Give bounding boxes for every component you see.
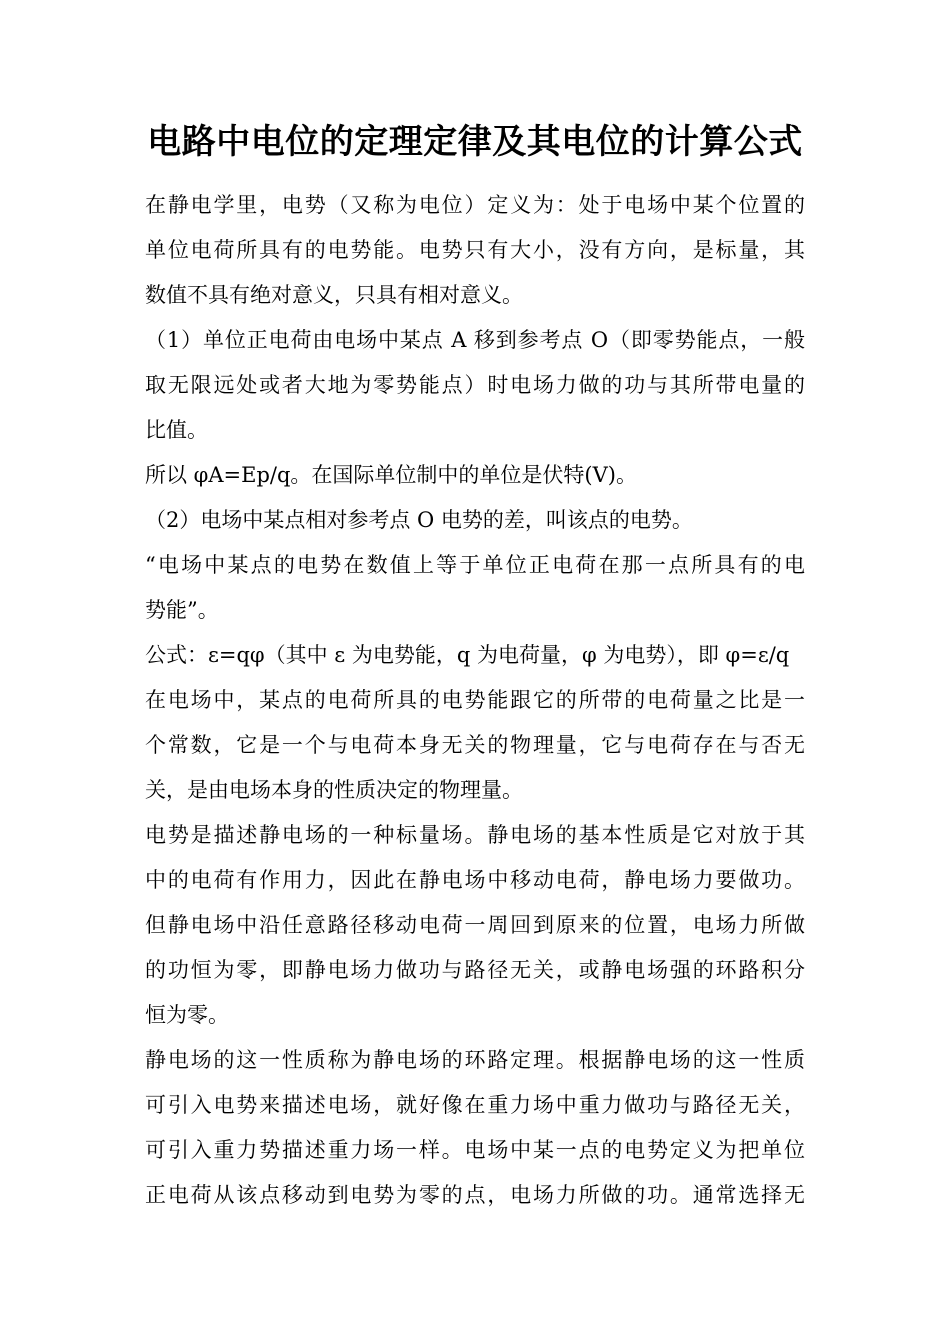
- document-title: 电路中电位的定理定律及其电位的计算公式: [147, 122, 803, 162]
- text-line: 中的电荷有作用力，因此在静电场中移动电荷，静电场力要做功。: [145, 868, 805, 892]
- text-line: 可引入重力势描述重力场一样。电场中某一点的电势定义为把单位: [145, 1138, 805, 1162]
- text-line: 数值不具有绝对意义，只具有相对意义。: [145, 283, 523, 307]
- text-line: 势能”。: [145, 598, 219, 622]
- text-line: 公式：ε=qφ（其中 ε 为电势能，q 为电荷量，φ 为电势），即 φ=ε/q: [145, 643, 790, 667]
- text-line: （1）单位正电荷由电场中某点 A 移到参考点 O（即零势能点，一般: [145, 328, 805, 352]
- text-line: 的功恒为零，即静电场力做功与路径无关，或静电场强的环路积分: [145, 958, 805, 982]
- text-line: 个常数，它是一个与电荷本身无关的物理量，它与电荷存在与否无: [145, 733, 805, 757]
- text-line: 可引入电势来描述电场，就好像在重力场中重力做功与路径无关，: [145, 1093, 805, 1117]
- text-line: 正电荷从该点移动到电势为零的点，电场力所做的功。通常选择无: [145, 1183, 805, 1207]
- text-line: “电场中某点的电势在数值上等于单位正电荷在那一点所具有的电: [145, 553, 805, 577]
- text-line: 静电场的这一性质称为静电场的环路定理。根据静电场的这一性质: [145, 1048, 805, 1072]
- document-body: [145, 183, 805, 1218]
- text-line: 但静电场中沿任意路径移动电荷一周回到原来的位置，电场力所做: [145, 913, 805, 937]
- text-line: 在静电学里，电势（又称为电位）定义为：处于电场中某个位置的: [145, 193, 805, 217]
- text-line: 取无限远处或者大地为零势能点）时电场力做的功与其所带电量的: [145, 373, 805, 397]
- text-line: 在电场中，某点的电荷所具的电势能跟它的所带的电荷量之比是一: [145, 688, 805, 712]
- text-line: 恒为零。: [145, 1003, 229, 1027]
- text-line: 所以 φA=Ep/q。在国际单位制中的单位是伏特(V)。: [145, 463, 637, 487]
- text-line: （2）电场中某点相对参考点 O 电势的差，叫该点的电势。: [145, 508, 693, 532]
- text-line: 关，是由电场本身的性质决定的物理量。: [145, 778, 523, 802]
- text-line: 单位电荷所具有的电势能。电势只有大小，没有方向，是标量，其: [145, 238, 805, 262]
- text-line: 电势是描述静电场的一种标量场。静电场的基本性质是它对放于其: [145, 823, 805, 847]
- text-line: 比值。: [145, 418, 208, 442]
